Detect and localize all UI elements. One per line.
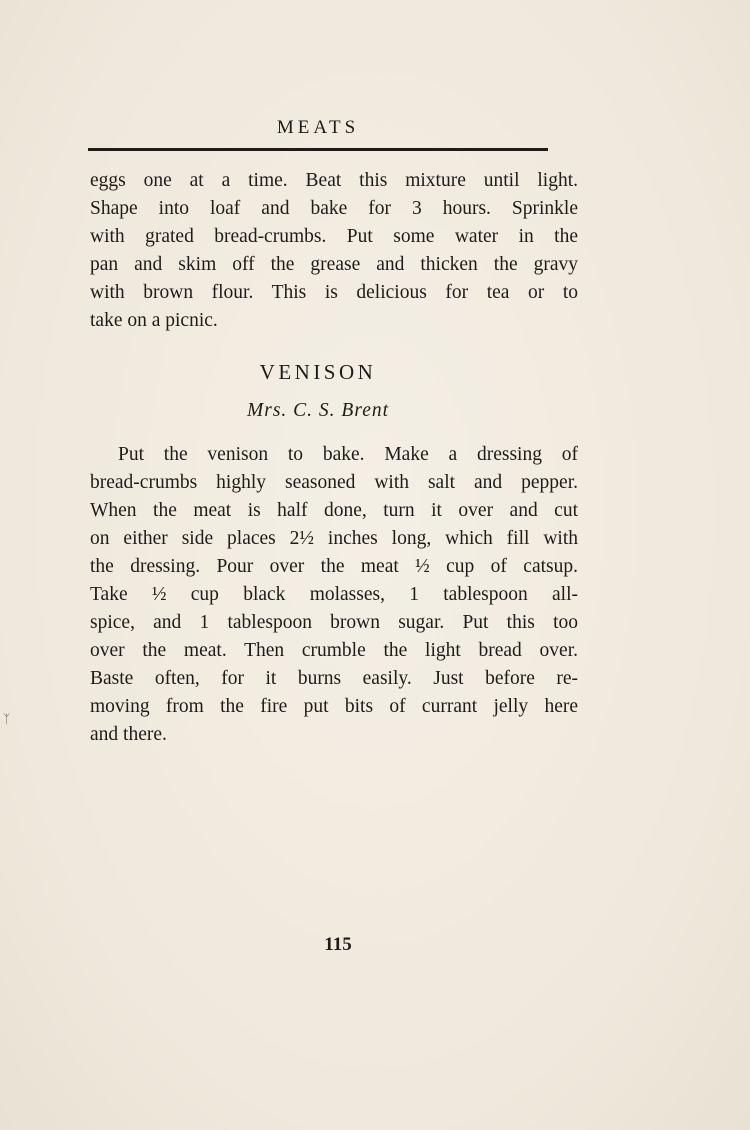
text-line: Baste often, for it burns easily. Just before re- xyxy=(90,668,578,689)
text-line: and there. xyxy=(90,724,167,745)
text-line: over the meat. Then crumble the light bread over. xyxy=(90,640,578,661)
recipe-paragraph xyxy=(90,441,578,749)
header-rule xyxy=(88,148,548,151)
text-line: Take ½ cup black molasses, 1 tablespoon all- xyxy=(90,584,578,605)
recipe-contributor: Mrs. C. S. Brent xyxy=(246,400,390,421)
text-line: the dressing. Pour over the meat ½ cup of catsup. xyxy=(90,556,578,577)
text-line: eggs one at a time. Beat this mixture until light. xyxy=(90,170,578,191)
text-line: When the meat is half done, turn it over and cut xyxy=(90,500,578,521)
text-line: bread-crumbs highly seasoned with salt and pepper. xyxy=(90,472,578,493)
text-line: pan and skim off the grease and thicken the gravy xyxy=(90,254,578,275)
margin-pencil-mark: ᛉ xyxy=(3,712,11,726)
text-line: take on a picnic. xyxy=(90,310,218,331)
text-line: on either side places 2½ inches long, which fill with xyxy=(90,528,578,549)
continued-paragraph xyxy=(90,167,578,335)
text-line: Put the venison to bake. Make a dressing of xyxy=(118,444,578,465)
running-head: MEATS xyxy=(276,117,360,138)
page-number: 115 xyxy=(324,934,352,955)
text-line: spice, and 1 tablespoon brown sugar. Put this too xyxy=(90,612,578,633)
text-line: with brown flour. This is delicious for tea or to xyxy=(90,282,578,303)
text-line: moving from the fire put bits of currant jelly here xyxy=(90,696,578,717)
text-line: Shape into loaf and bake for 3 hours. Sprinkle xyxy=(90,198,578,219)
recipe-title: VENISON xyxy=(259,360,377,384)
text-line: with grated bread-crumbs. Put some water in the xyxy=(90,226,578,247)
